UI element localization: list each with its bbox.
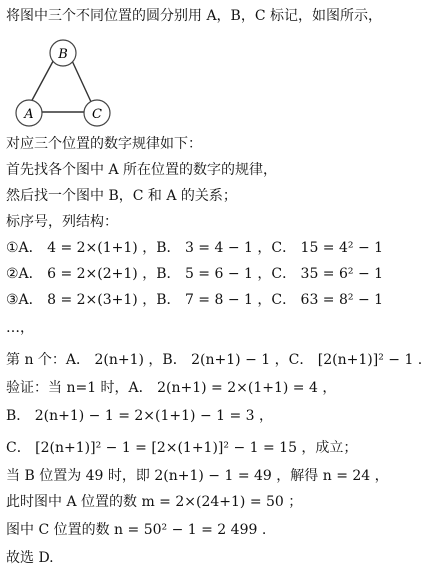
case-3-line: ③A． 8 = 2×(3+1) ，B． 7 = 8 − 1 ，C． 63 = 8² − 1 bbox=[6, 292, 384, 308]
verify-c-line: C． [2(n+1)]² − 1 = [2×(1+1)]² − 1 = 15 ，成立； bbox=[6, 440, 358, 456]
compute-m-line: 此时图中 A 位置的数 m = 2×(24+1) = 50 ； bbox=[6, 494, 303, 510]
triangle-circles-diagram bbox=[10, 38, 120, 130]
solve-n-line: 当 B 位置为 49 时，即 2(n+1) − 1 = 49 ，解得 n = 24 ， bbox=[6, 468, 389, 484]
rule-intro-line: 对应三个位置的数字规律如下： bbox=[6, 136, 202, 152]
step-relation-line: 然后找一个图中 B，C 和 A 的关系； bbox=[6, 188, 237, 204]
verify-a-line: 验证：当 n=1 时，A． 2(n+1) = 2×(1+1) = 4 ， bbox=[6, 380, 337, 396]
compute-c-line: 图中 C 位置的数 n = 50² − 1 = 2 499 . bbox=[6, 522, 267, 538]
label-c: C bbox=[92, 107, 102, 122]
label-a: A bbox=[24, 107, 34, 122]
label-b: B bbox=[58, 47, 68, 62]
step-structure-line: 标序号，列结构： bbox=[6, 214, 118, 230]
intro-line: 将图中三个不同位置的圆分别用 A，B，C 标记，如图所示， bbox=[6, 8, 383, 24]
case-2-line: ②A． 6 = 2×(2+1) ，B． 5 = 6 − 1 ，C． 35 = 6² − 1 bbox=[6, 266, 384, 282]
step-find-a-line: 首先找各个图中 A 所在位置的数字的规律， bbox=[6, 162, 278, 178]
general-case-line: 第 n 个：A． 2(n+1) ，B． 2(n+1) − 1 ，C． [2(n+1)]² − 1 . bbox=[6, 352, 423, 368]
case-1-line: ①A． 4 = 2×(1+1) ，B． 3 = 4 − 1 ，C． 15 = 4² − 1 bbox=[6, 240, 384, 256]
ellipsis-line: …， bbox=[6, 320, 34, 336]
verify-b-line: B． 2(n+1) − 1 = 2×(1+1) − 1 = 3 ， bbox=[6, 408, 274, 424]
answer-line: 故选 D. bbox=[6, 550, 54, 566]
